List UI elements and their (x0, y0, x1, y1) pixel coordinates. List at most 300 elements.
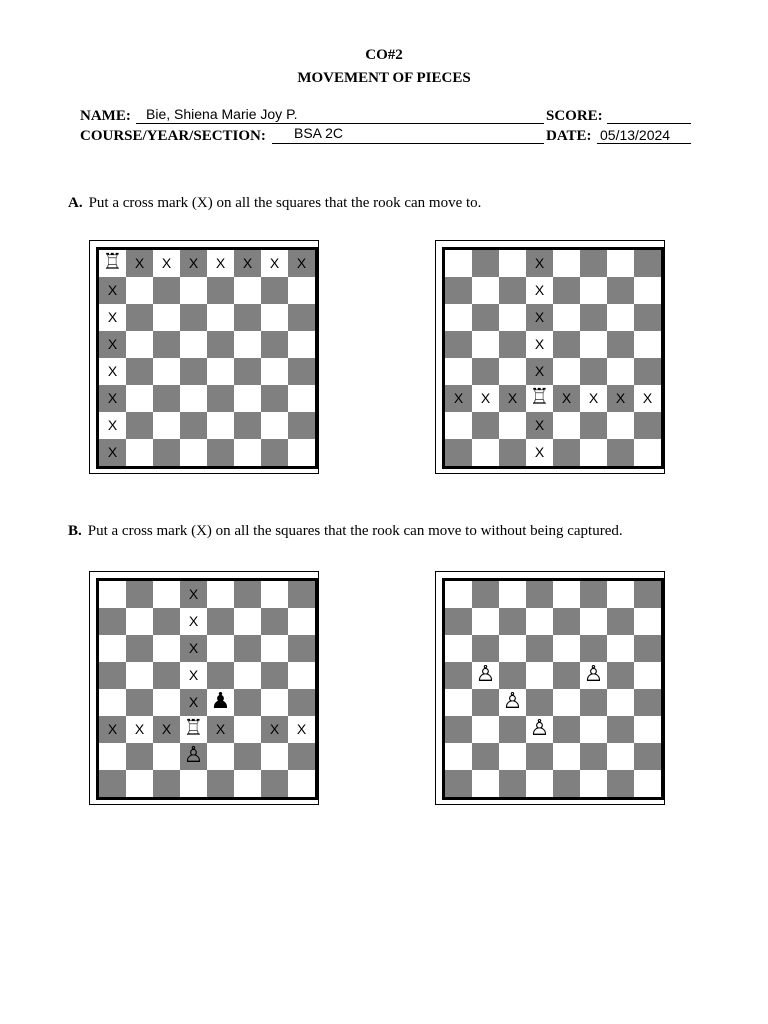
board-square[interactable] (580, 412, 607, 439)
board-square[interactable] (553, 358, 580, 385)
board-square[interactable] (445, 689, 472, 716)
board-square[interactable] (261, 662, 288, 689)
board-square[interactable] (126, 716, 153, 743)
board-square[interactable] (607, 277, 634, 304)
date-label: DATE: (546, 128, 592, 144)
board-square[interactable] (99, 250, 126, 277)
board-square[interactable] (526, 608, 553, 635)
board-square[interactable] (499, 662, 526, 689)
board-square[interactable] (261, 277, 288, 304)
board-square[interactable] (553, 770, 580, 797)
board-square[interactable] (607, 662, 634, 689)
board-square[interactable] (126, 277, 153, 304)
board-square[interactable] (499, 743, 526, 770)
board-square[interactable] (472, 439, 499, 466)
board-square[interactable] (580, 662, 607, 689)
board-square[interactable] (234, 304, 261, 331)
board-square[interactable] (288, 635, 315, 662)
board-square[interactable] (445, 743, 472, 770)
board-square[interactable] (472, 581, 499, 608)
chessboard-b2 (442, 578, 664, 800)
board-square[interactable] (207, 662, 234, 689)
board-square[interactable] (580, 689, 607, 716)
board-square[interactable] (180, 770, 207, 797)
board-square[interactable] (634, 439, 661, 466)
board-square[interactable] (607, 716, 634, 743)
board-square[interactable] (553, 716, 580, 743)
white-pawn-icon: ♙ (529, 716, 550, 741)
board-square[interactable] (499, 385, 526, 412)
board-square[interactable] (607, 439, 634, 466)
board-square[interactable] (99, 608, 126, 635)
board-square[interactable] (445, 304, 472, 331)
board-square[interactable] (153, 277, 180, 304)
board-square[interactable] (207, 743, 234, 770)
board-square[interactable] (234, 716, 261, 743)
date-field[interactable]: 05/13/2024 (600, 127, 671, 143)
cross-mark: X (480, 390, 491, 406)
board-square[interactable] (472, 277, 499, 304)
board-square[interactable] (499, 689, 526, 716)
board-square[interactable] (126, 358, 153, 385)
board-square[interactable] (634, 358, 661, 385)
cross-mark: X (134, 721, 145, 737)
board-square[interactable] (472, 608, 499, 635)
board-square[interactable] (288, 304, 315, 331)
board-square[interactable] (261, 250, 288, 277)
board-square[interactable] (499, 412, 526, 439)
board-square[interactable] (526, 743, 553, 770)
board-square[interactable] (99, 439, 126, 466)
board-square[interactable] (288, 689, 315, 716)
board-square[interactable] (234, 770, 261, 797)
board-square[interactable] (261, 358, 288, 385)
board-square[interactable] (126, 581, 153, 608)
board-square[interactable] (607, 304, 634, 331)
board-square[interactable] (288, 439, 315, 466)
board-square[interactable] (153, 635, 180, 662)
board-square[interactable] (288, 608, 315, 635)
black-pawn-icon: ♟ (210, 689, 231, 714)
board-square[interactable] (553, 385, 580, 412)
board-square[interactable] (261, 635, 288, 662)
board-square[interactable] (607, 743, 634, 770)
board-square[interactable] (580, 277, 607, 304)
board-square[interactable] (288, 662, 315, 689)
cross-mark: X (296, 255, 307, 271)
board-square[interactable] (580, 250, 607, 277)
board-square[interactable] (499, 635, 526, 662)
board-square[interactable] (445, 635, 472, 662)
board-square[interactable] (499, 250, 526, 277)
board-square[interactable] (126, 770, 153, 797)
cross-mark: X (107, 336, 118, 352)
board-square[interactable] (472, 716, 499, 743)
board-square[interactable] (472, 358, 499, 385)
board-square[interactable] (445, 385, 472, 412)
board-square[interactable] (472, 689, 499, 716)
board-square[interactable] (207, 716, 234, 743)
board-square[interactable] (207, 689, 234, 716)
board-square[interactable] (288, 385, 315, 412)
white-rook-icon: ♖ (529, 385, 550, 410)
board-square[interactable] (288, 412, 315, 439)
white-pawn-icon: ♙ (475, 662, 496, 687)
board-square[interactable] (153, 716, 180, 743)
board-square[interactable] (499, 439, 526, 466)
board-square[interactable] (153, 439, 180, 466)
board-square[interactable] (553, 412, 580, 439)
board-square[interactable] (234, 581, 261, 608)
board-square[interactable] (234, 439, 261, 466)
board-square[interactable] (153, 412, 180, 439)
board-square[interactable] (634, 662, 661, 689)
board-square[interactable] (607, 412, 634, 439)
board-square[interactable] (261, 716, 288, 743)
board-square[interactable] (234, 412, 261, 439)
board-square[interactable] (553, 581, 580, 608)
board-square[interactable] (526, 662, 553, 689)
board-square[interactable] (261, 608, 288, 635)
board-square[interactable] (526, 331, 553, 358)
board-square[interactable] (634, 770, 661, 797)
board-square[interactable] (634, 581, 661, 608)
cross-mark: X (161, 721, 172, 737)
board-square[interactable] (607, 358, 634, 385)
board-square[interactable] (180, 439, 207, 466)
board-square[interactable] (234, 331, 261, 358)
board-square[interactable] (234, 385, 261, 412)
board-square[interactable] (180, 608, 207, 635)
white-rook-icon: ♖ (183, 716, 204, 741)
board-square[interactable] (499, 331, 526, 358)
board-square[interactable] (634, 689, 661, 716)
board-square[interactable] (234, 608, 261, 635)
board-square[interactable] (153, 743, 180, 770)
board-square[interactable] (580, 439, 607, 466)
cross-mark: X (107, 417, 118, 433)
board-square[interactable] (126, 662, 153, 689)
board-square[interactable] (180, 358, 207, 385)
board-square[interactable] (99, 385, 126, 412)
board-square[interactable] (553, 250, 580, 277)
board-square[interactable] (580, 581, 607, 608)
board-square[interactable] (207, 358, 234, 385)
board-square[interactable] (553, 743, 580, 770)
board-square[interactable] (288, 581, 315, 608)
board-square[interactable] (499, 770, 526, 797)
board-square[interactable] (126, 304, 153, 331)
board-square[interactable] (180, 412, 207, 439)
board-square[interactable] (607, 635, 634, 662)
board-square[interactable] (526, 358, 553, 385)
board-square[interactable] (580, 635, 607, 662)
board-square[interactable] (580, 770, 607, 797)
board-square[interactable] (553, 277, 580, 304)
board-square[interactable] (634, 743, 661, 770)
board-square[interactable] (180, 277, 207, 304)
board-square[interactable] (445, 662, 472, 689)
board-square[interactable] (153, 331, 180, 358)
board-square[interactable] (180, 689, 207, 716)
instruction-a (68, 195, 481, 212)
board-square[interactable] (153, 689, 180, 716)
board-square[interactable] (180, 716, 207, 743)
board-square[interactable] (153, 250, 180, 277)
board-square[interactable] (261, 439, 288, 466)
board-square[interactable] (607, 331, 634, 358)
board-square[interactable] (261, 385, 288, 412)
board-square[interactable] (207, 385, 234, 412)
board-square[interactable] (472, 662, 499, 689)
board-square[interactable] (180, 635, 207, 662)
board-square[interactable] (126, 743, 153, 770)
section-a-letter: A. (68, 195, 83, 211)
board-square[interactable] (445, 412, 472, 439)
board-square[interactable] (580, 304, 607, 331)
board-square[interactable] (207, 250, 234, 277)
board-square[interactable] (499, 581, 526, 608)
board-square[interactable] (153, 581, 180, 608)
board-square[interactable] (207, 608, 234, 635)
white-pawn-icon: ♙ (183, 743, 204, 768)
board-square[interactable] (526, 689, 553, 716)
board-square[interactable] (607, 608, 634, 635)
board-square[interactable] (234, 743, 261, 770)
board-square[interactable] (153, 608, 180, 635)
board-square[interactable] (207, 412, 234, 439)
board-square[interactable] (234, 250, 261, 277)
board-square[interactable] (288, 716, 315, 743)
board-square[interactable] (445, 439, 472, 466)
board-square[interactable] (472, 250, 499, 277)
cross-mark: X (188, 694, 199, 710)
board-square[interactable] (126, 608, 153, 635)
board-square[interactable] (99, 277, 126, 304)
board-square[interactable] (99, 662, 126, 689)
board-square[interactable] (607, 250, 634, 277)
board-square[interactable] (126, 439, 153, 466)
board-square[interactable] (526, 635, 553, 662)
cross-mark: X (215, 255, 226, 271)
course-field[interactable]: BSA 2C (294, 125, 344, 141)
board-square[interactable] (445, 250, 472, 277)
board-square[interactable] (207, 770, 234, 797)
board-square[interactable] (553, 439, 580, 466)
board-square[interactable] (472, 635, 499, 662)
name-field[interactable]: Bie, Shiena Marie Joy P. (146, 106, 298, 122)
board-square[interactable] (472, 770, 499, 797)
board-square[interactable] (634, 608, 661, 635)
board-b1-frame (89, 571, 319, 805)
board-square[interactable] (472, 385, 499, 412)
board-square[interactable] (499, 277, 526, 304)
board-square[interactable] (180, 304, 207, 331)
board-square[interactable] (445, 770, 472, 797)
board-square[interactable] (580, 743, 607, 770)
score-underline (607, 123, 691, 124)
instruction-b-text: Put a cross mark (X) on all the squares that the rook can move to without being captured. (87, 523, 623, 539)
board-square[interactable] (526, 412, 553, 439)
board-square[interactable] (180, 331, 207, 358)
board-square[interactable] (526, 250, 553, 277)
white-pawn-icon: ♙ (583, 662, 604, 687)
board-square[interactable] (261, 689, 288, 716)
board-square[interactable] (126, 250, 153, 277)
board-square[interactable] (261, 581, 288, 608)
board-square[interactable] (580, 385, 607, 412)
cross-mark: X (161, 255, 172, 271)
board-square[interactable] (445, 331, 472, 358)
board-square[interactable] (499, 608, 526, 635)
board-square[interactable] (526, 581, 553, 608)
board-square[interactable] (207, 581, 234, 608)
board-square[interactable] (126, 412, 153, 439)
board-square[interactable] (445, 608, 472, 635)
board-square[interactable] (553, 608, 580, 635)
board-square[interactable] (261, 412, 288, 439)
board-square[interactable] (472, 331, 499, 358)
board-square[interactable] (180, 581, 207, 608)
worksheet-code: CO#2 (365, 47, 403, 63)
board-square[interactable] (288, 250, 315, 277)
board-square[interactable] (153, 385, 180, 412)
board-square[interactable] (580, 716, 607, 743)
board-square[interactable] (288, 743, 315, 770)
cross-mark: X (534, 282, 545, 298)
board-square[interactable] (607, 689, 634, 716)
board-square[interactable] (499, 716, 526, 743)
board-square[interactable] (580, 331, 607, 358)
board-square[interactable] (126, 385, 153, 412)
score-label: SCORE: (546, 108, 603, 124)
board-square[interactable] (553, 689, 580, 716)
board-square[interactable] (180, 662, 207, 689)
board-square[interactable] (472, 743, 499, 770)
course-label: COURSE/YEAR/SECTION: (80, 128, 266, 144)
board-square[interactable] (607, 581, 634, 608)
board-square[interactable] (261, 743, 288, 770)
cross-mark: X (242, 255, 253, 271)
board-square[interactable] (288, 331, 315, 358)
board-square[interactable] (526, 439, 553, 466)
board-square[interactable] (207, 439, 234, 466)
board-square[interactable] (99, 635, 126, 662)
board-square[interactable] (553, 331, 580, 358)
board-square[interactable] (261, 770, 288, 797)
board-square[interactable] (526, 770, 553, 797)
board-square[interactable] (234, 635, 261, 662)
board-square[interactable] (607, 385, 634, 412)
section-b-letter: B. (68, 523, 82, 539)
board-square[interactable] (234, 689, 261, 716)
board-square[interactable] (526, 716, 553, 743)
board-square[interactable] (288, 358, 315, 385)
board-square[interactable] (553, 662, 580, 689)
cross-mark: X (107, 444, 118, 460)
date-underline (597, 143, 691, 144)
board-square[interactable] (207, 304, 234, 331)
board-square[interactable] (634, 277, 661, 304)
board-square[interactable] (445, 358, 472, 385)
instruction-b (68, 523, 623, 540)
chessboard-b1 (96, 578, 318, 800)
board-square[interactable] (99, 581, 126, 608)
board-square[interactable] (634, 716, 661, 743)
board-square[interactable] (180, 250, 207, 277)
board-square[interactable] (499, 358, 526, 385)
board-square[interactable] (445, 716, 472, 743)
board-square[interactable] (234, 277, 261, 304)
board-square[interactable] (99, 331, 126, 358)
board-square[interactable] (126, 331, 153, 358)
board-square[interactable] (261, 331, 288, 358)
board-square[interactable] (153, 662, 180, 689)
board-square[interactable] (634, 385, 661, 412)
board-square[interactable] (472, 304, 499, 331)
board-square[interactable] (288, 277, 315, 304)
board-square[interactable] (153, 304, 180, 331)
board-square[interactable] (607, 770, 634, 797)
board-square[interactable] (99, 304, 126, 331)
board-square[interactable] (580, 358, 607, 385)
board-square[interactable] (234, 358, 261, 385)
board-square[interactable] (126, 635, 153, 662)
board-square[interactable] (153, 358, 180, 385)
board-square[interactable] (99, 770, 126, 797)
board-square[interactable] (207, 635, 234, 662)
board-square[interactable] (180, 743, 207, 770)
board-square[interactable] (99, 743, 126, 770)
board-square[interactable] (526, 385, 553, 412)
board-square[interactable] (526, 277, 553, 304)
board-square[interactable] (472, 412, 499, 439)
board-square[interactable] (99, 689, 126, 716)
name-label: NAME: (80, 108, 131, 124)
board-square[interactable] (207, 331, 234, 358)
board-square[interactable] (634, 412, 661, 439)
board-square[interactable] (288, 770, 315, 797)
board-square[interactable] (99, 716, 126, 743)
board-square[interactable] (634, 304, 661, 331)
board-square[interactable] (207, 277, 234, 304)
board-square[interactable] (634, 331, 661, 358)
board-square[interactable] (445, 277, 472, 304)
board-square[interactable] (180, 385, 207, 412)
board-square[interactable] (553, 635, 580, 662)
board-square[interactable] (234, 662, 261, 689)
cross-mark: X (615, 390, 626, 406)
board-square[interactable] (445, 581, 472, 608)
board-square[interactable] (634, 250, 661, 277)
board-square[interactable] (261, 304, 288, 331)
cross-mark: X (269, 721, 280, 737)
board-square[interactable] (499, 304, 526, 331)
board-square[interactable] (580, 608, 607, 635)
board-square[interactable] (153, 770, 180, 797)
board-square[interactable] (99, 358, 126, 385)
board-square[interactable] (126, 689, 153, 716)
cross-mark: X (215, 721, 226, 737)
board-square[interactable] (99, 412, 126, 439)
worksheet-title: MOVEMENT OF PIECES (297, 70, 471, 86)
cross-mark: X (107, 309, 118, 325)
board-square[interactable] (526, 304, 553, 331)
cross-mark: X (188, 255, 199, 271)
board-square[interactable] (634, 635, 661, 662)
board-square[interactable] (553, 304, 580, 331)
cross-mark: X (107, 282, 118, 298)
